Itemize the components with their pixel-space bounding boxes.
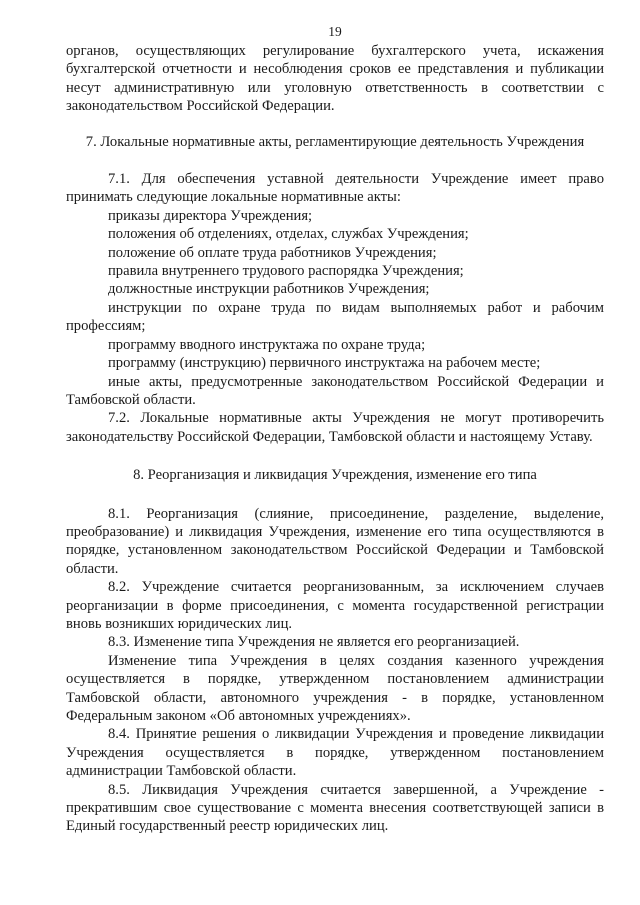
list-item: программу вводного инструктажа по охране труда; bbox=[108, 336, 426, 353]
paragraph-8-5: 8.5. Ликвидация Учреждения считается завершенной, а Учреждение - прекратившим свое существование с момента внесения соответствующей записи в Единый государственный реестр юридических лиц. bbox=[66, 781, 604, 835]
paragraph-7-1: 7.1. Для обеспечения уставной деятельности Учреждение имеет право принимать следующие локальные нормативные акты: bbox=[66, 171, 604, 206]
paragraph-8-3-continued: Изменение типа Учреждения в целях создания казенного учреждения осуществляется в порядке, утвержденном постановлением администрации Тамбовской области, автономного учреждения - в порядке, установленном Федеральным законом «Об автономных учреждениях». bbox=[66, 652, 604, 724]
list-item: программу (инструкцию) первичного инструктажа на рабочем месте; bbox=[108, 355, 541, 372]
paragraph-7-2: 7.2. Локальные нормативные акты Учреждения не могут противоречить законодательству Российской Федерации, Тамбовской области и настоящему Уставу. bbox=[66, 410, 604, 445]
section-7-heading: 7. Локальные нормативные акты, регламентирующие деятельность Учреждения bbox=[85, 133, 585, 150]
list-item: инструкции по охране труда по видам выполняемых работ и рабочим профессиям; bbox=[66, 299, 604, 335]
list-item: иные акты, предусмотренные законодательством Российской Федерации и Тамбовской области. bbox=[66, 373, 604, 408]
paragraph-8-2: 8.2. Учреждение считается реорганизованным, за исключением случаев реорганизации в форме присоединения, с момента государственной регистрации вновь возникших юридических лиц. bbox=[66, 579, 604, 632]
paragraph-8-4: 8.4. Принятие решения о ликвидации Учреждения и проведение ликвидации Учреждения осуществляется в порядке, утвержденном постановлением администрации Тамбовской области. bbox=[66, 726, 604, 780]
page-number: 19 bbox=[328, 24, 342, 39]
intro-paragraph: органов, осуществляющих регулирование бухгалтерского учета, искажения бухгалтерской отчетности и несоблюдения сроков ее представления и публикации несут административную или уголовную ответственность в соответствии с законодательством Российской Федерации. bbox=[66, 43, 604, 115]
list-item: положения об отделениях, отделах, службах Учреждения; bbox=[108, 226, 469, 243]
list-item: должностные инструкции работников Учреждения; bbox=[108, 281, 430, 298]
list-item: положение об оплате труда работников Учреждения; bbox=[108, 244, 437, 261]
section-8-heading: 8. Реорганизация и ликвидация Учреждения, изменение его типа bbox=[133, 467, 537, 484]
paragraph-8-1: 8.1. Реорганизация (слияние, присоединение, разделение, выделение, преобразование) и ликвидация Учреждения, изменение его типа осуществляются в порядке, установленном законодательством Российской Федерации и Тамбовской области. bbox=[66, 505, 604, 577]
document-page bbox=[66, 24, 604, 836]
list-item: правила внутреннего трудового распорядка Учреждения; bbox=[108, 263, 464, 280]
list-item: приказы директора Учреждения; bbox=[108, 207, 313, 224]
paragraph-8-3: 8.3. Изменение типа Учреждения не является его реорганизацией. bbox=[108, 634, 520, 651]
